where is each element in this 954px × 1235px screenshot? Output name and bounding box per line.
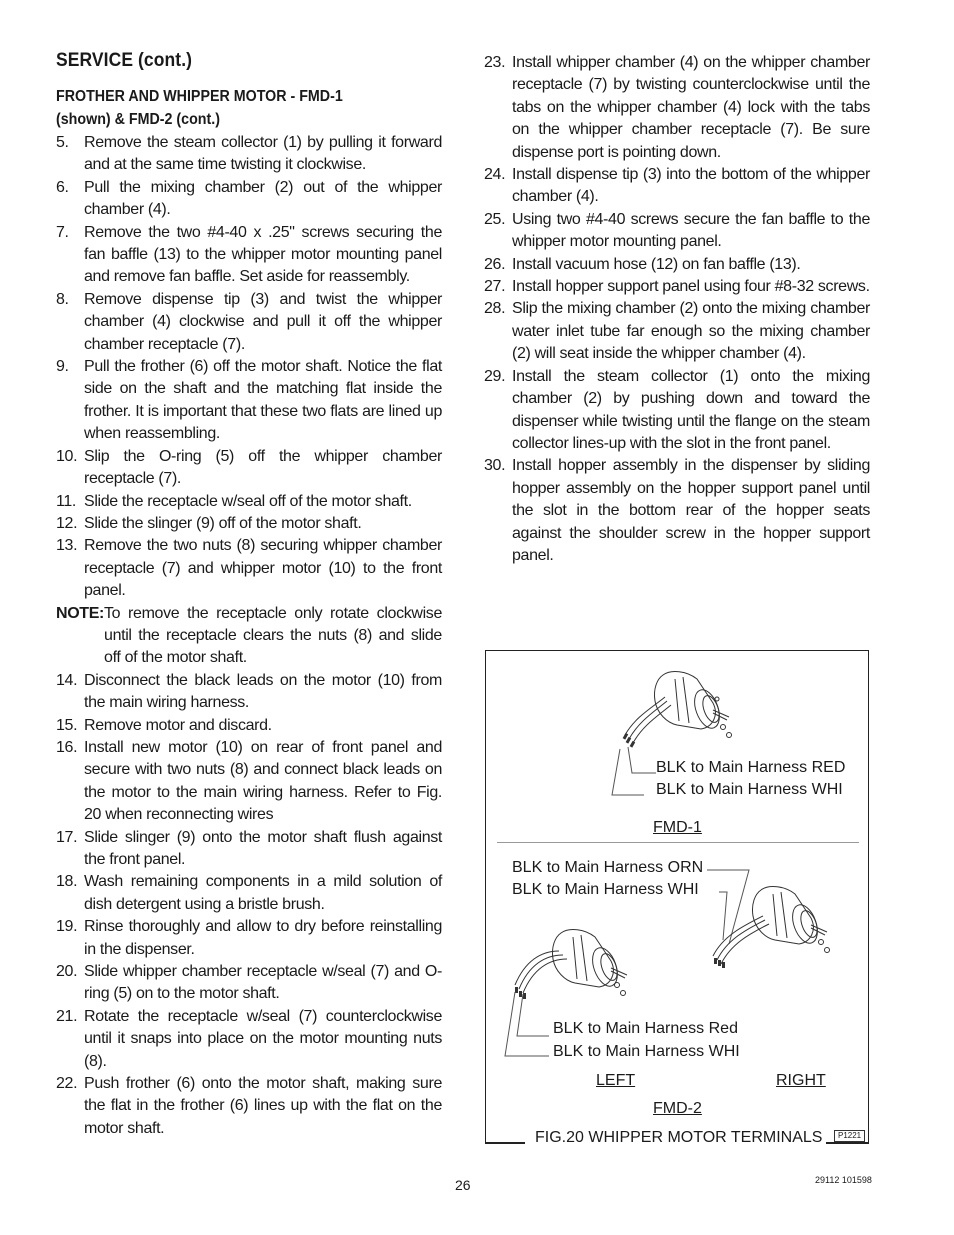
step-number: 18. xyxy=(56,873,78,891)
step-number: 13. xyxy=(56,537,78,555)
step-number: 16. xyxy=(56,738,78,756)
section-title: SERVICE (cont.) xyxy=(56,50,193,71)
fmd2-whi-top-label: BLK to Main Harness WHI xyxy=(512,881,699,898)
fmd2-orn-label: BLK to Main Harness ORN xyxy=(512,859,704,876)
step-number: 12. xyxy=(56,514,78,532)
step-text: Pull the frother (6) off the motor shaft. Notice the flat side on the shaft and the matching flat inside the frother. It is important that these two flats are lined up when reassembling. xyxy=(84,358,442,443)
step-text: Remove the two nuts (8) securing whipper chamber receptacle (7) and whipper motor (10) to the front panel. xyxy=(84,537,442,600)
figure-ref-code: P1221 xyxy=(834,1130,865,1142)
step-item xyxy=(484,366,870,456)
step-item xyxy=(484,164,870,209)
step-number: 22. xyxy=(56,1075,78,1093)
right-steps-list xyxy=(484,52,870,567)
step-text: Install hopper assembly in the dispenser by sliding hopper assembly on the hopper support panel until the slot in the bottom rear of the hopper seats against the shoulder screw in the hopper support panel. xyxy=(512,457,870,564)
step-text: Slide the receptacle w/seal off of the motor shaft. xyxy=(84,492,412,510)
step-text: Wash remaining components in a mild solution of dish detergent using a bristle brush. xyxy=(84,873,442,913)
step-item xyxy=(56,222,442,289)
step-number: 9. xyxy=(56,358,69,376)
right-column xyxy=(484,52,870,567)
step-item xyxy=(56,446,442,491)
step-text: Rinse thoroughly and allow to dry before reinstalling in the dispenser. xyxy=(84,918,442,958)
subsection-title-line1: FROTHER AND WHIPPER MOTOR - FMD-1 xyxy=(56,88,343,105)
step-number: 20. xyxy=(56,963,78,981)
step-number: 23. xyxy=(484,54,506,71)
fmd2-left-caption: LEFT xyxy=(596,1072,636,1089)
fmd2-right-caption: RIGHT xyxy=(776,1072,826,1089)
fmd1-red-label: BLK to Main Harness RED xyxy=(656,759,846,776)
step-item xyxy=(56,535,442,602)
fmd2-right-motor-drawing xyxy=(705,880,840,975)
step-text: Pull the mixing chamber (2) out of the whipper chamber (4). xyxy=(84,178,442,219)
step-text: Using two #4-40 screws secure the fan baffle to the whipper motor mounting panel. xyxy=(512,210,870,251)
step-text: Slide the slinger (9) off of the motor shaft. xyxy=(84,514,362,532)
step-item xyxy=(56,289,442,356)
step-item xyxy=(484,455,870,567)
step-text: Remove the steam collector (1) by pulling it forward and at the same time twisting it clockwise. xyxy=(84,134,442,174)
step-item xyxy=(56,670,442,715)
step-text: Slide whipper chamber receptacle w/seal (7) and O-ring (5) on to the motor shaft. xyxy=(84,963,442,1003)
figure-caption: FIG.20 WHIPPER MOTOR TERMINALS xyxy=(535,1129,823,1146)
step-text: Push frother (6) onto the motor shaft, making sure the flat in the frother (6) lines up with the flat on the motor shaft. xyxy=(84,1075,442,1137)
step-text: Install the steam collector (1) onto the mixing chamber (2) by pushing down and toward the dispenser while twisting until the flange on the steam collector lines-up with the slot in the front panel. xyxy=(512,367,870,452)
left-steps-list xyxy=(56,132,442,1140)
figure-frame-bottom-right xyxy=(826,1142,869,1144)
left-column xyxy=(56,50,442,1140)
step-number: 25. xyxy=(484,210,506,228)
step-number: 26. xyxy=(484,255,506,273)
step-item xyxy=(56,356,442,446)
step-item xyxy=(484,276,870,298)
fmd2-red-label: BLK to Main Harness Red xyxy=(553,1020,738,1037)
fmd2-whi-bottom-label: BLK to Main Harness WHI xyxy=(553,1043,740,1060)
page-number: 26 xyxy=(455,1177,471,1193)
step-item xyxy=(56,737,442,827)
note-text: To remove the receptacle only rotate clockwise until the receptacle clears the nuts (8) and slide off of the motor shaft. xyxy=(104,604,442,667)
step-text: Remove the two #4-40 x .25" screws securing the fan baffle (13) to the whipper motor mounting panel and remove fan baffle. Set aside for reassembly. xyxy=(84,223,442,286)
step-text: Slip the O-ring (5) off the whipper chamber receptacle (7). xyxy=(84,447,442,488)
figure-frame-bottom-left xyxy=(485,1142,525,1144)
step-number: 27. xyxy=(484,278,506,296)
step-number: 5. xyxy=(56,134,69,151)
step-text: Slide slinger (9) onto the motor shaft flush against the front panel. xyxy=(84,828,442,868)
fmd2-left-leader-lines xyxy=(503,990,553,1060)
fmd2-caption: FMD-2 xyxy=(653,1100,702,1117)
step-item xyxy=(56,871,442,916)
step-text: Install vacuum hose (12) on fan baffle (13). xyxy=(512,255,801,273)
step-text: Install hopper support panel using four #8-32 screws. xyxy=(512,278,870,296)
fmd1-whi-label: BLK to Main Harness WHI xyxy=(656,781,843,798)
step-item xyxy=(56,1073,442,1140)
fmd1-caption: FMD-1 xyxy=(653,819,702,836)
subsection-title-line2: (shown) & FMD-2 (cont.) xyxy=(56,111,220,128)
step-item xyxy=(56,132,442,177)
step-number: 8. xyxy=(56,290,69,308)
step-number: 24. xyxy=(484,166,506,184)
fmd1-leader-lines xyxy=(610,745,660,800)
step-number: 29. xyxy=(484,367,506,385)
step-item xyxy=(56,491,442,513)
step-number: 6. xyxy=(56,178,69,196)
step-item xyxy=(484,52,870,164)
step-number: 28. xyxy=(484,300,506,318)
figure-divider xyxy=(497,842,859,843)
step-text: Install dispense tip (3) into the bottom of the whipper chamber (4). xyxy=(512,166,870,206)
document-code: 29112 101598 xyxy=(815,1175,872,1185)
step-item xyxy=(56,827,442,872)
step-text: Remove motor and discard. xyxy=(84,716,272,734)
step-number: 19. xyxy=(56,918,78,936)
step-item xyxy=(484,209,870,254)
step-item xyxy=(56,177,442,222)
step-number: 14. xyxy=(56,671,78,689)
step-text: Rotate the receptacle w/seal (7) counterclockwise until it snaps into place on the motor mounting nuts (8). xyxy=(84,1007,442,1070)
step-item xyxy=(56,1006,442,1073)
step-item xyxy=(56,961,442,1006)
step-number: 10. xyxy=(56,447,78,465)
step-number: 30. xyxy=(484,457,506,475)
step-number: 15. xyxy=(56,716,78,734)
step-item xyxy=(484,298,870,365)
step-number: 11. xyxy=(56,492,77,510)
step-text: Slip the mixing chamber (2) onto the mixing chamber water inlet tube far enough so the mixing chamber (2) will seat inside the whipper chamber (4). xyxy=(512,300,870,363)
step-text: Install new motor (10) on rear of front panel and secure with two nuts (8) and connect black leads on the motor to the main wiring harness. Refer to Fig. 20 when reconnecting wires xyxy=(84,738,442,824)
note-item xyxy=(56,603,442,670)
step-text: Install whipper chamber (4) on the whipper chamber receptacle (7) by twisting counterclockwise until the tabs on the whipper chamber (4) lock with the tabs on the whipper chamber receptacle (7). Be sure dispense port is pointing down. xyxy=(512,54,870,161)
step-number: 21. xyxy=(56,1007,78,1025)
step-item xyxy=(56,715,442,737)
step-item xyxy=(484,254,870,276)
step-number: 7. xyxy=(56,223,69,241)
step-text: Remove dispense tip (3) and twist the whipper chamber (4) clockwise and pull it off the whipper chamber receptacle (7). xyxy=(84,290,442,353)
step-item xyxy=(56,916,442,961)
note-label: NOTE: xyxy=(56,604,105,622)
step-item xyxy=(56,513,442,535)
step-text: Disconnect the black leads on the motor (10) from the main wiring harness. xyxy=(84,671,442,712)
step-number: 17. xyxy=(56,828,78,846)
